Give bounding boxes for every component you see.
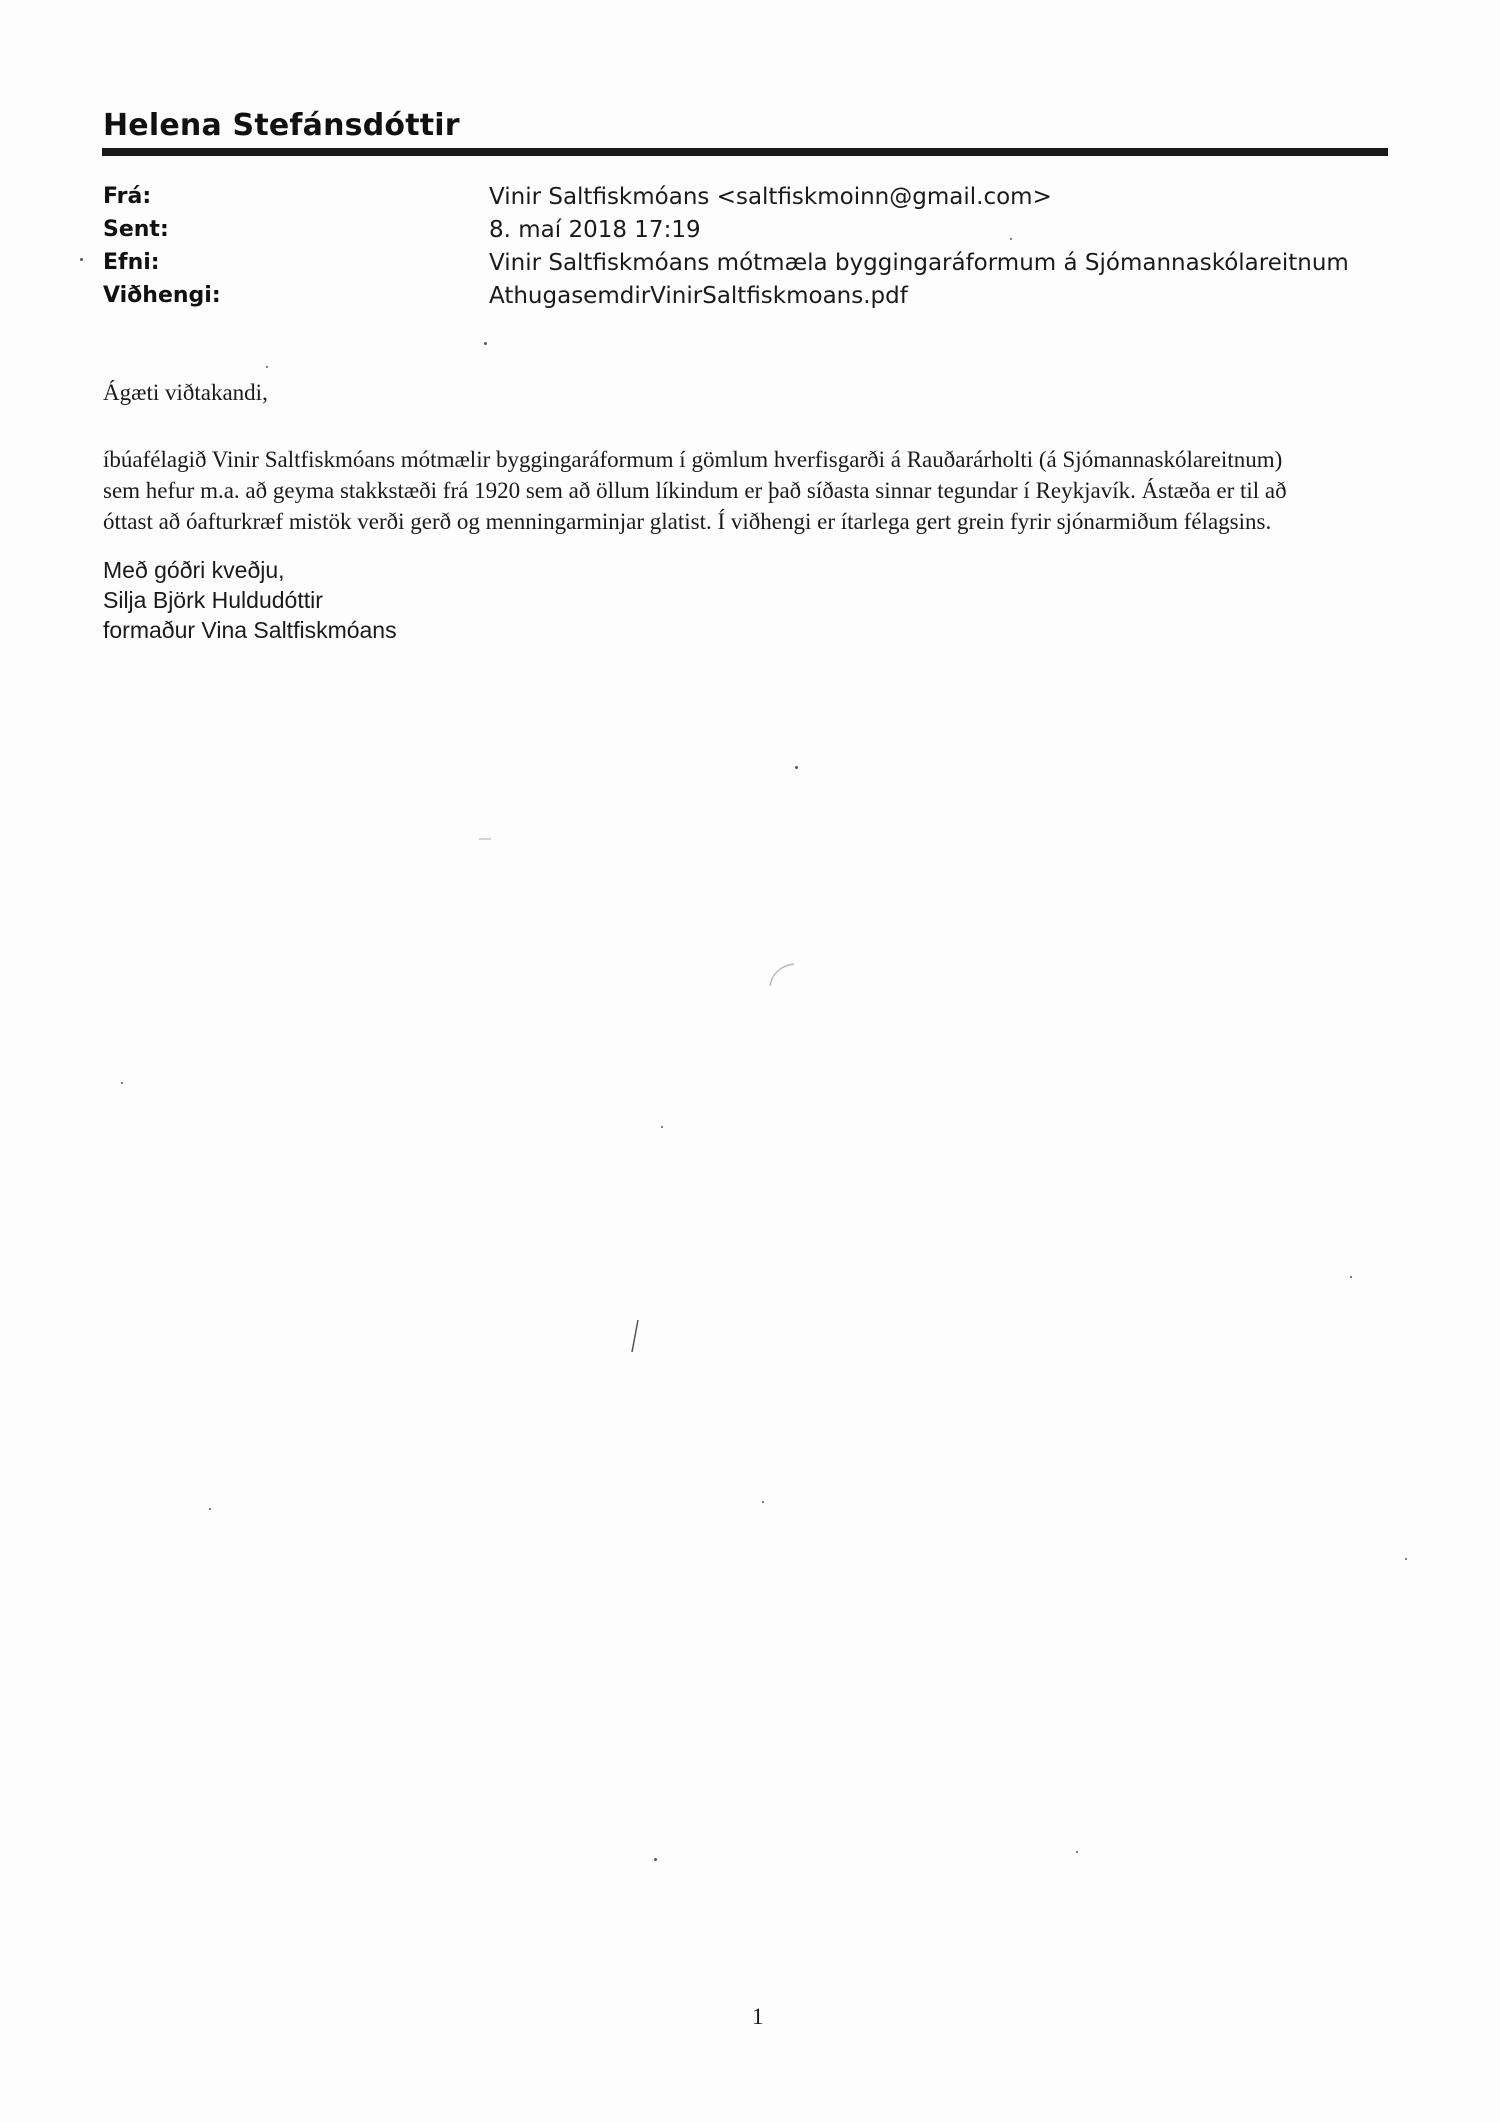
sent-label: Sent: [103,217,169,242]
signoff-name: Silja Björk Huldudóttir [103,587,323,613]
scan-speck [484,342,487,345]
attachment-label: Viðhengi: [103,283,221,308]
message-body [103,444,1413,537]
signoff-closing: Með góðri kveðju, [103,557,285,583]
scan-speck [1405,1558,1407,1560]
scan-speck [654,1858,657,1861]
scan-speck [121,1082,123,1084]
subject-value: Vinir Saltfiskmóans mótmæla byggingaráformum á Sjómannaskólareitnum [489,250,1349,276]
email-header [103,184,1393,316]
scan-mark [479,837,491,841]
body-line: sem hefur m.a. að geyma stakkstæði frá 1920 sem að öllum líkindum er það síðasta sinnar tegundar í Reykjavík. Ástæða er til að [103,478,1287,503]
subject-label: Efni: [103,250,160,275]
header-divider [102,148,1388,156]
attachment-row [103,283,1393,316]
from-value: Vinir Saltfiskmóans <saltfiskmoinn@gmail.com> [489,184,1052,210]
scan-speck [1350,1276,1352,1278]
signoff-title: formaður Vina Saltfiskmóans [103,617,397,643]
attachment-value: AthugasemdirVinirSaltfiskmoans.pdf [489,283,908,309]
mailbox-owner-name: Helena Stefánsdóttir [103,108,460,143]
body-line: íbúafélagið Vinir Saltfiskmóans mótmælir byggingaráformum í gömlum hverfisgarði á Rauðarárholti (á Sjómannaskólareitnum) [103,447,1283,472]
scan-mark [768,960,798,990]
scan-speck [266,366,268,368]
scan-speck [1076,1851,1078,1853]
subject-row [103,250,1393,283]
scan-speck [209,1508,211,1510]
scan-speck [661,1126,663,1128]
body-line: óttast að óafturkræf mistök verði gerð og menningarminjar glatist. Í viðhengi er ítarlega gert grein fyrir sjónarmiðum félagsins. [103,509,1272,534]
scan-speck [762,1501,764,1503]
sent-value: 8. maí 2018 17:19 [489,217,701,243]
scan-speck [80,258,83,261]
signature-block [103,555,397,645]
scan-speck [795,766,798,769]
from-label: Frá: [103,184,152,209]
scan-mark [628,1318,642,1354]
page-number: 1 [752,2004,764,2029]
from-row [103,184,1393,217]
sent-row [103,217,1393,250]
scan-speck [1010,238,1012,240]
greeting: Ágæti viðtakandi, [103,380,268,405]
